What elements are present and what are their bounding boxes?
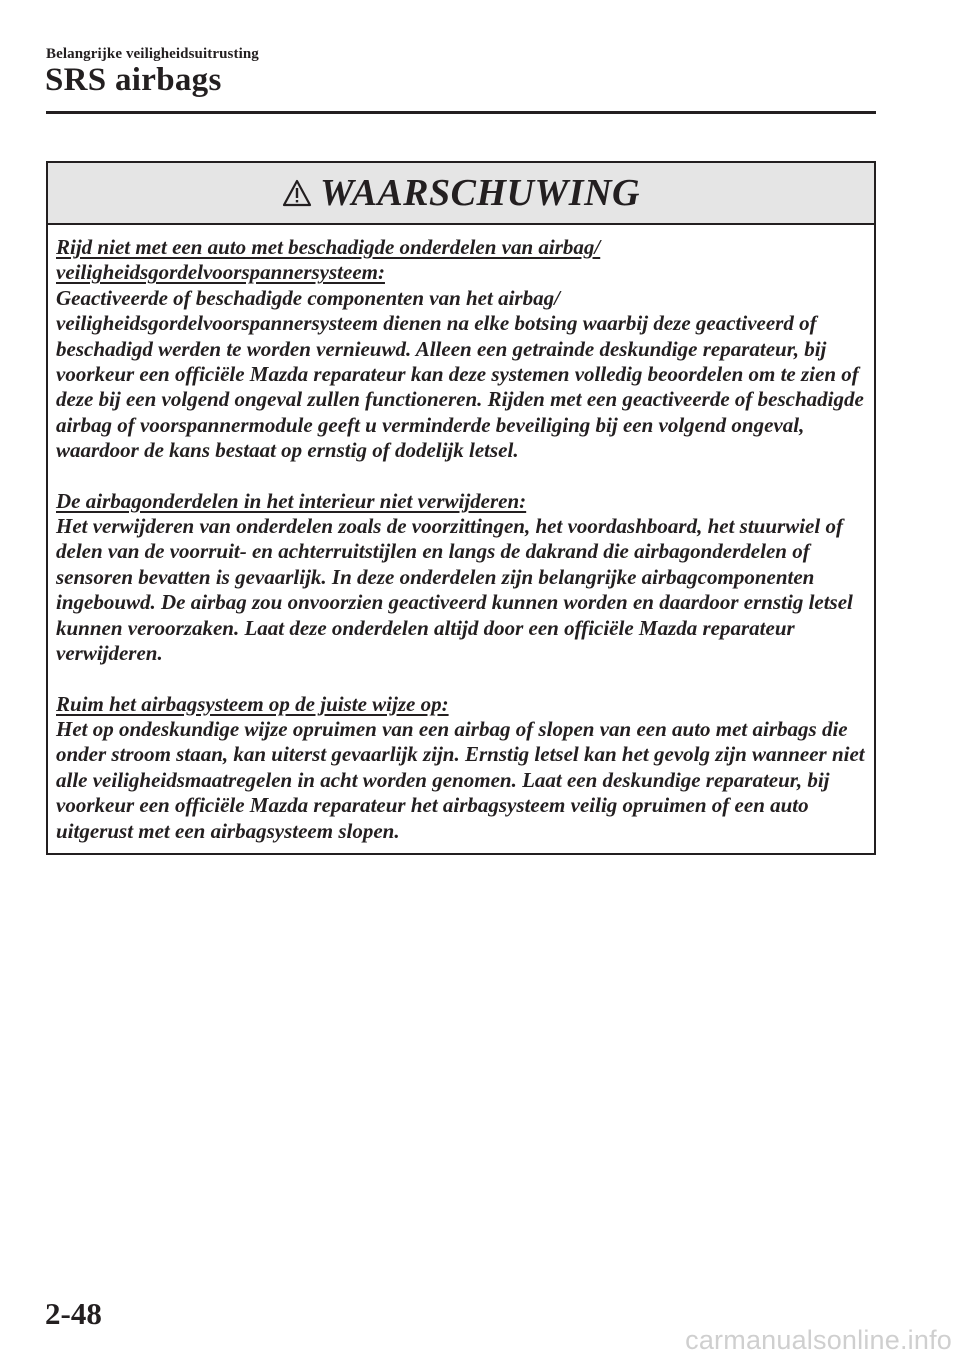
warning-section	[56, 692, 874, 844]
warning-body	[48, 225, 874, 844]
site-watermark: carmanualsonline.info	[685, 1325, 952, 1355]
warning-section-heading: De airbagonderdelen in het interieur niet verwijderen:	[56, 488, 527, 513]
warning-section-heading: Rijd niet met een auto met beschadigde onderdelen van airbag/ veiligheidsgordelvoorspannersysteem:	[56, 235, 601, 285]
warning-section	[56, 489, 874, 667]
warning-box	[46, 161, 876, 855]
warning-header	[48, 163, 874, 225]
warning-triangle-icon	[282, 179, 312, 207]
page-title: SRS airbags	[45, 62, 222, 98]
section-label: Belangrijke veiligheidsuitrusting	[46, 46, 259, 62]
warning-title: WAARSCHUWING	[320, 172, 640, 214]
warning-section-text: Het verwijderen van onderdelen zoals de voorzittingen, het voordashboard, het stuurwiel of delen van de voorruit- en achterruitstijlen en langs de dakrand die airbagonderdelen of sensoren bevatten is gevaarlijk. In deze onderdelen zijn belangrijke airbagcomponenten ingebouwd. De airbag zou onvoorzien geactiveerd kunnen worden en daardoor ernstig letsel kunnen veroorzaken. Laat deze onderdelen altijd door een officiële Mazda reparateur verwijderen.	[56, 514, 853, 666]
warning-section-heading: Ruim het airbagsysteem op de juiste wijze op:	[56, 691, 449, 716]
title-rule	[46, 111, 876, 114]
warning-section	[56, 235, 874, 464]
page-number: 2-48	[45, 1296, 102, 1331]
warning-section-text: Het op ondeskundige wijze opruimen van een airbag of slopen van een auto met airbags die onder stroom staan, kan uiterst gevaarlijk zijn. Ernstig letsel kan het gevolg zijn wanneer niet alle veiligheidsmaatregelen in acht worden genomen. Laat een deskundige reparateur, bij voorkeur een officiële Mazda reparateur het airbagsysteem veilig opruimen of een auto uitgerust met een airbagsysteem slopen.	[56, 716, 865, 843]
warning-section-text: Geactiveerde of beschadigde componenten van het airbag/ veiligheidsgordelvoorspannersysteem dienen na elke botsing waarbij deze geactiveerd of beschadigd werden te worden vernieuwd. Alleen een getrainde deskundige reparateur, bij voorkeur een officiële Mazda reparateur kan deze systemen volledig beoordelen om te zien of deze bij een volgend ongeval zullen functioneren. Rijden met een geactiveerde of beschadigde airbag of voorspannermodule geeft u verminderde beveiliging bij een volgend ongeval, waardoor de kans bestaat op ernstig of dodelijk letsel.	[56, 285, 864, 463]
